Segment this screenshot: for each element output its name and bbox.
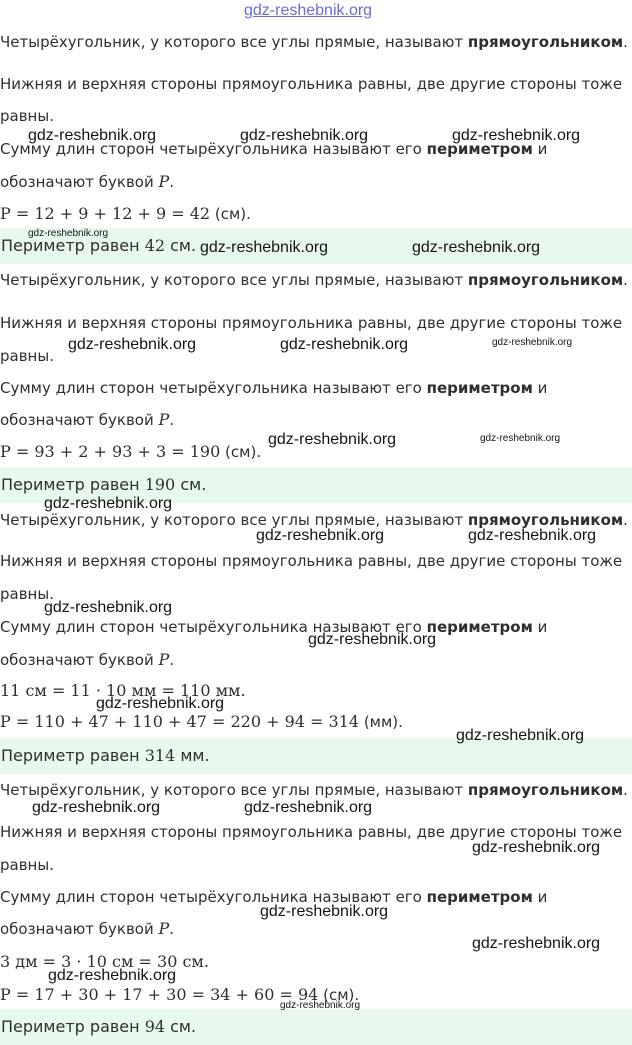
- watermark: gdz-reshebnik.org: [28, 228, 109, 239]
- watermark: gdz-reshebnik.org: [492, 337, 573, 348]
- watermark: gdz-reshebnik.org: [280, 1000, 361, 1011]
- definition-letter: обозначают буквой P.: [0, 410, 175, 429]
- definition-sides: Нижняя и верхняя стороны прямоугольника равны, две другие стороны тоже: [0, 75, 623, 93]
- definition-sides-end: равны.: [0, 347, 54, 365]
- formula-4: P = 17 + 30 + 17 + 30 = 34 + 60 = 94 (см).: [0, 985, 360, 1004]
- watermark: gdz-reshebnik.org: [308, 631, 437, 648]
- watermark: gdz-reshebnik.org: [280, 336, 409, 353]
- answer-text-1: Периметр равен 42 см.: [1, 236, 197, 255]
- formula-2: P = 93 + 2 + 93 + 3 = 190 (см).: [0, 442, 262, 461]
- definition-sides: Нижняя и верхняя стороны прямоугольника равны, две другие стороны тоже: [0, 314, 623, 332]
- definition-rectangle: Четырёхугольник, у которого все углы прямые, называют прямоугольником.: [0, 511, 628, 529]
- definition-letter: обозначают буквой P.: [0, 650, 175, 669]
- watermark: gdz-reshebnik.org: [268, 431, 397, 448]
- definition-letter: обозначают буквой P.: [0, 919, 175, 938]
- formula-1: P = 12 + 9 + 12 + 9 = 42 (см).: [0, 204, 251, 223]
- watermark: gdz-reshebnik.org: [452, 127, 581, 144]
- formula-3: P = 110 + 47 + 110 + 47 = 220 + 94 = 314 (мм).: [0, 712, 403, 731]
- definition-sides: Нижняя и верхняя стороны прямоугольника равны, две другие стороны тоже: [0, 552, 623, 570]
- watermark: gdz-reshebnik.org: [456, 727, 585, 744]
- definition-rectangle: Четырёхугольник, у которого все углы прямые, называют прямоугольником.: [0, 33, 628, 51]
- watermark: gdz-reshebnik.org: [244, 799, 373, 816]
- watermark: gdz-reshebnik.org: [44, 599, 173, 616]
- watermark: gdz-reshebnik.org: [240, 127, 369, 144]
- watermark: gdz-reshebnik.org: [472, 935, 601, 952]
- definition-sides-end: равны.: [0, 585, 54, 603]
- answer-box-4: [0, 1009, 632, 1045]
- definition-rectangle: Четырёхугольник, у которого все углы прямые, называют прямоугольником.: [0, 271, 628, 289]
- watermark: gdz-reshebnik.org: [472, 839, 601, 856]
- definition-letter: обозначают буквой P.: [0, 172, 175, 191]
- watermark: gdz-reshebnik.org: [468, 527, 597, 544]
- conversion-4: 3 дм = 3 · 10 см = 30 см.: [0, 952, 209, 971]
- definition-sides: Нижняя и верхняя стороны прямоугольника равны, две другие стороны тоже: [0, 823, 623, 841]
- watermark: gdz-reshebnik.org: [256, 527, 385, 544]
- definition-perimeter: Сумму длин сторон четырёхугольника называют его периметром и: [0, 140, 548, 158]
- watermark: gdz-reshebnik.org: [44, 495, 173, 512]
- answer-text-4: Периметр равен 94 см.: [1, 1017, 197, 1036]
- definition-perimeter: Сумму длин сторон четырёхугольника называют его периметром и: [0, 618, 548, 636]
- definition-perimeter: Сумму длин сторон четырёхугольника называют его периметром и: [0, 888, 548, 906]
- watermark: gdz-reshebnik.org: [200, 239, 329, 256]
- definition-sides-end: равны.: [0, 856, 54, 874]
- watermark: gdz-reshebnik.org: [32, 799, 161, 816]
- definition-rectangle: Четырёхугольник, у которого все углы прямые, называют прямоугольником.: [0, 781, 628, 799]
- definition-sides-end: равны.: [0, 107, 54, 125]
- watermark: gdz-reshebnik.org: [260, 903, 389, 920]
- watermark: gdz-reshebnik.org: [68, 336, 197, 353]
- watermark: gdz-reshebnik.org: [480, 433, 561, 444]
- conversion-3: 11 см = 11 · 10 мм = 110 мм.: [0, 681, 246, 700]
- watermark: gdz-reshebnik.org: [412, 239, 541, 256]
- top-watermark-link[interactable]: gdz-reshebnik.org: [244, 2, 373, 19]
- answer-text-3: Периметр равен 314 мм.: [1, 746, 210, 765]
- watermark: gdz-reshebnik.org: [96, 695, 225, 712]
- answer-text-2: Периметр равен 190 см.: [1, 475, 207, 494]
- watermark: gdz-reshebnik.org: [48, 967, 177, 984]
- definition-perimeter: Сумму длин сторон четырёхугольника называют его периметром и: [0, 379, 548, 397]
- watermark: gdz-reshebnik.org: [28, 127, 157, 144]
